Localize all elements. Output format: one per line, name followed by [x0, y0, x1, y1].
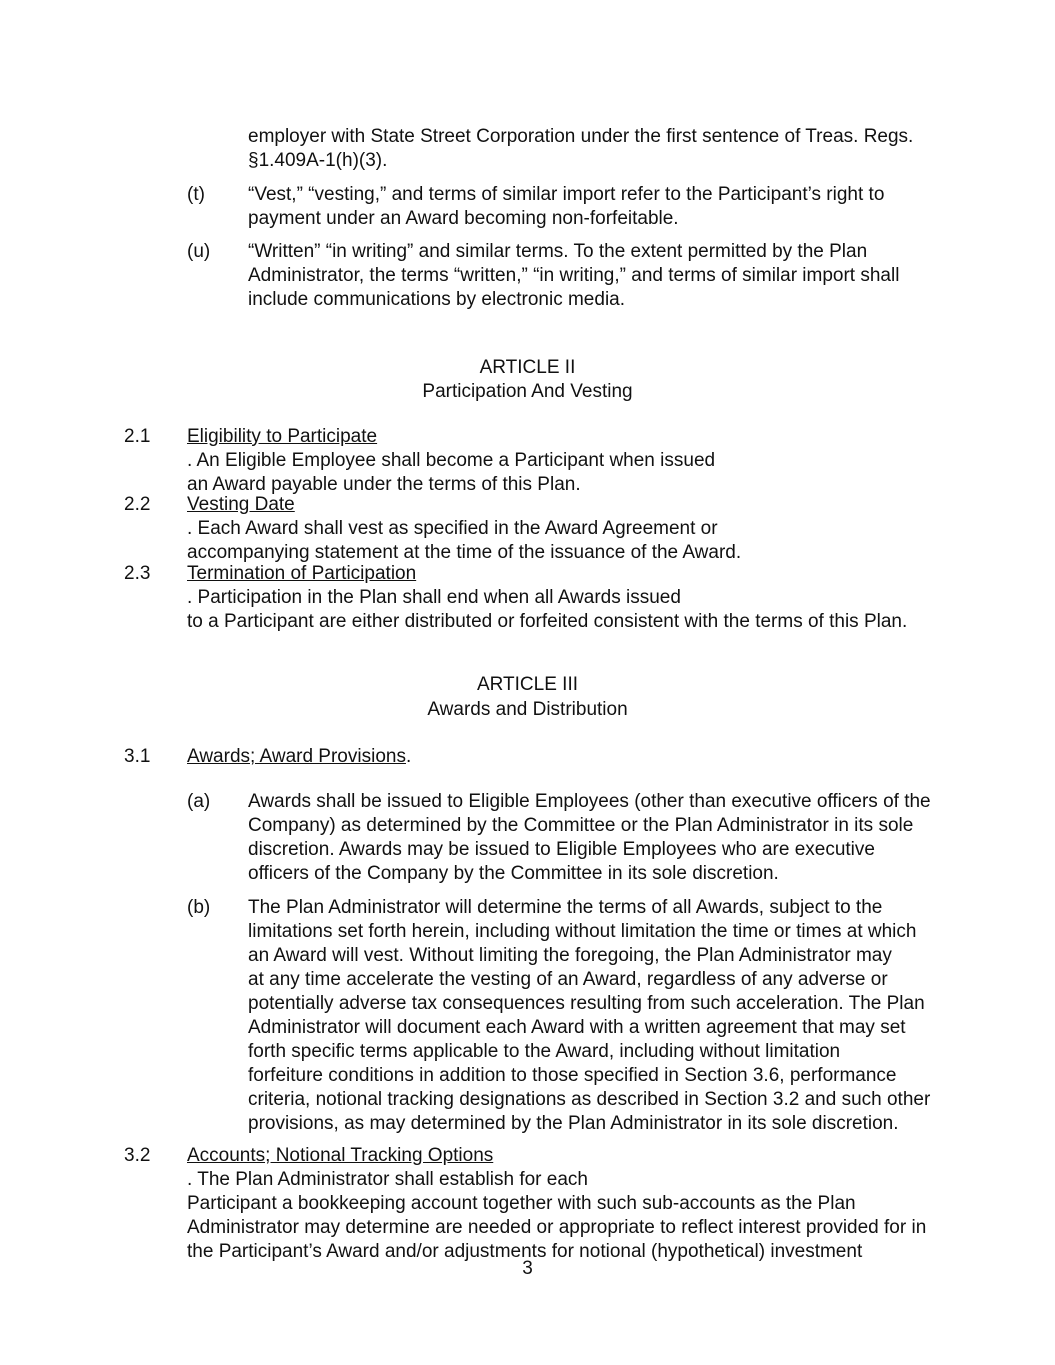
text-line: “Vest,” “vesting,” and terms of similar import refer to the Participant’s right to: [248, 184, 885, 205]
text-line: Administrator will document each Award with a written agreement that may set: [248, 1017, 906, 1038]
definition-continuation: [248, 125, 913, 173]
text-line: forfeiture conditions in addition to those specified in Section 3.6, performance: [248, 1065, 897, 1086]
text-line: [187, 562, 907, 610]
article-iii-heading: ARTICLE III: [476, 674, 578, 695]
section-3-1-b-text: [248, 896, 930, 1136]
section-2-3-number: 2.3: [124, 563, 151, 584]
article-ii-heading: ARTICLE II: [479, 357, 576, 378]
text-line: criteria, notional tracking designations as described in Section 3.2 and such other: [248, 1089, 931, 1110]
section-3-2-number: 3.2: [124, 1145, 151, 1166]
text-line: payment under an Award becoming non-forfeitable.: [248, 208, 679, 229]
definition-t-text: [248, 183, 884, 231]
section-3-1-number: 3.1: [124, 746, 151, 767]
text-line: Awards shall be issued to Eligible Employees (other than executive officers of the: [248, 791, 931, 812]
text-line: [187, 1144, 926, 1192]
section-2-3-text: [187, 562, 907, 634]
text-line: the Participant’s Award and/or adjustments for notional (hypothetical) investment: [187, 1241, 863, 1262]
text-line: Participant a bookkeeping account together with such sub-accounts as the Plan: [187, 1193, 856, 1214]
text-line: officers of the Company by the Committee in its sole discretion.: [248, 863, 779, 884]
text-line: provisions, as may determined by the Plan Administrator in its sole discretion.: [248, 1113, 899, 1134]
section-2-2-number: 2.2: [124, 494, 151, 515]
section-3-1-punct: .: [405, 746, 412, 767]
text-line: an Award payable under the terms of this Plan.: [187, 474, 581, 495]
text-line: Administrator, the terms “written,” “in writing,” and terms of similar import shall: [248, 265, 900, 286]
section-3-1-a-text: [248, 790, 931, 886]
definition-u-label: (u): [187, 241, 211, 262]
text-line: an Award will vest. Without limiting the foregoing, the Plan Administrator may: [248, 945, 892, 966]
text-line: [187, 425, 715, 473]
section-3-2-first-line: . The Plan Administrator shall establish for each: [187, 1169, 588, 1190]
article-iii-subheading: Awards and Distribution: [427, 699, 628, 720]
section-3-2-text: [187, 1144, 926, 1264]
text-line: Administrator may determine are needed or appropriate to reflect interest provided for in: [187, 1217, 927, 1238]
text-line: discretion. Awards may be issued to Eligible Employees who are executive: [248, 839, 875, 860]
text-line: potentially adverse tax consequences resulting from such acceleration. The Plan: [248, 993, 925, 1014]
section-2-1-text: [187, 425, 715, 497]
text-line: Company) as determined by the Committee or the Plan Administrator in its sole: [248, 815, 914, 836]
section-2-1-first-line: . An Eligible Employee shall become a Participant when issued: [187, 450, 716, 471]
text-line: include communications by electronic media.: [248, 289, 626, 310]
definition-u-text: [248, 240, 899, 312]
section-3-1-title: Awards; Award Provisions: [187, 746, 406, 767]
text-line: [187, 493, 741, 541]
article-ii-subheading: Participation And Vesting: [422, 381, 633, 402]
text-line: forth specific terms applicable to the Award, including without limitation: [248, 1041, 841, 1062]
section-2-2-text: [187, 493, 741, 565]
section-3-1-b-label: (b): [187, 897, 211, 918]
section-2-2-title: Vesting Date: [187, 494, 295, 515]
section-3-2-title: Accounts; Notional Tracking Options: [187, 1145, 494, 1166]
text-line: to a Participant are either distributed or forfeited consistent with the terms of this Plan.: [187, 611, 908, 632]
text-line: “Written” “in writing” and similar terms. To the extent permitted by the Plan: [248, 241, 868, 262]
text-line: at any time accelerate the vesting of an Award, regardless of any adverse or: [248, 969, 888, 990]
text-line: §1.409A-1(h)(3).: [248, 150, 388, 171]
page-number: 3: [522, 1258, 533, 1279]
section-3-1-text: [187, 745, 411, 769]
definition-t-label: (t): [187, 184, 205, 205]
section-2-3-title: Termination of Participation: [187, 563, 417, 584]
text-line: The Plan Administrator will determine the terms of all Awards, subject to the: [248, 897, 883, 918]
text-line: limitations set forth herein, including without limitation the time or times at which: [248, 921, 917, 942]
section-2-1-title: Eligibility to Participate: [187, 426, 378, 447]
section-2-1-number: 2.1: [124, 426, 151, 447]
section-2-3-first-line: . Participation in the Plan shall end when all Awards issued: [187, 587, 681, 608]
section-3-1-a-label: (a): [187, 791, 211, 812]
section-2-2-first-line: . Each Award shall vest as specified in the Award Agreement or: [187, 518, 718, 539]
text-line: accompanying statement at the time of the issuance of the Award.: [187, 542, 742, 563]
text-line: employer with State Street Corporation under the first sentence of Treas. Regs.: [248, 126, 914, 147]
